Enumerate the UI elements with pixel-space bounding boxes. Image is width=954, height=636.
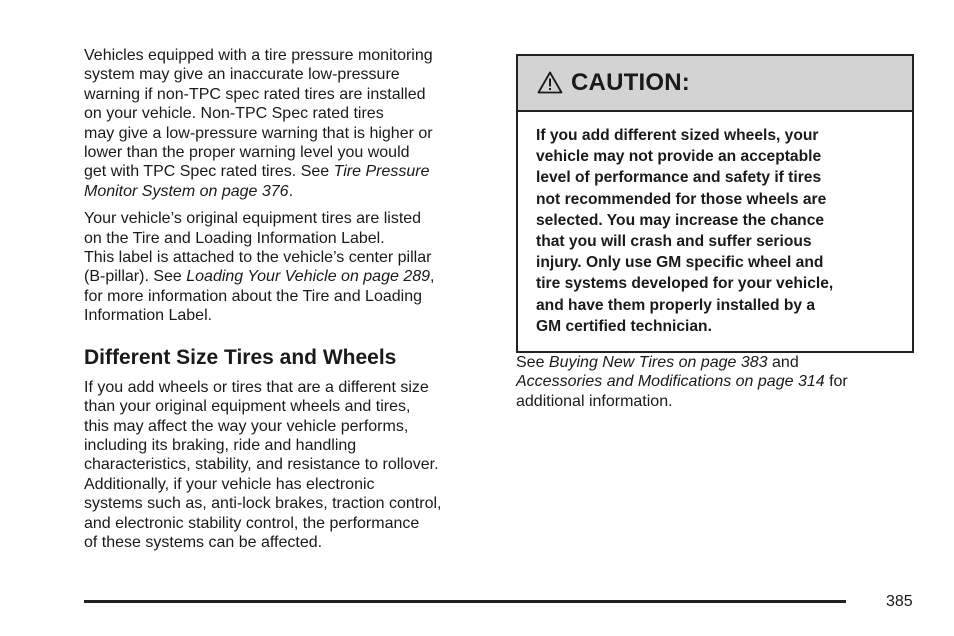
tpms-page-reference: Tire Pressure Monitor System on page 376: [84, 163, 430, 200]
tpms-text: Vehicles equipped with a tire pressure monitoring system may give an inaccurate low-pressure warning if non-TPC spec rated tires are installed on your vehicle. Non-TPC Spec rated tires may give a low-pressure warning that is higher or lower than the proper warning level you would get with TPC Spec rated tires. See: [84, 47, 433, 181]
see-also-tail: for additional information.: [516, 373, 848, 410]
tpms-tail: .: [288, 182, 294, 200]
warning-triangle-icon: [537, 71, 563, 94]
buying-tires-reference: Buying New Tires on page 383: [548, 354, 768, 372]
see-also-paragraph: [516, 353, 918, 411]
section-heading: Different Size Tires and Wheels: [84, 345, 397, 369]
original-tires-text: Your vehicle’s original equipment tires are listed on the Tire and Loading Information Label. This label is attached to the vehicle’s center pillar (B-pillar). See: [84, 210, 432, 286]
right-column: [516, 54, 918, 411]
page-number: 385: [886, 593, 913, 610]
caution-text: If you add different sized wheels, your vehicle may not provide an acceptable level of performance and safety if tires not recommended for those wheels are selected. You may increase the chance that you will crash and suffer serious injury. Only use GM specific wheel and tire systems developed for your vehicle, and have them properly installed by a GM certified technician.: [536, 127, 834, 335]
tpms-paragraph: [84, 46, 489, 201]
caution-header: [518, 56, 912, 112]
original-tires-tail: , for more information about the Tire and Loading Information Label.: [84, 268, 435, 325]
footer-rule: [84, 600, 846, 603]
caution-title: CAUTION:: [571, 69, 690, 96]
see-text: See: [516, 354, 549, 372]
caution-box: [516, 54, 914, 353]
original-tires-paragraph: [84, 209, 489, 325]
different-size-paragraph: If you add wheels or tires that are a different size than your original equipment wheels and tires, this may affect the way your vehicle performs, including its braking, ride and handling characteristics, stability, and resistance to rollover. Additionally, if your vehicle has electronic systems such as, anti-lock brakes, traction control, and electronic stability control, the performance of these systems can be affected.: [84, 378, 442, 551]
loading-page-reference: Loading Your Vehicle on page 289: [186, 268, 431, 286]
left-column: [84, 46, 489, 552]
and-text: and: [772, 354, 799, 372]
accessories-reference: Accessories and Modifications on page 314: [516, 373, 825, 391]
